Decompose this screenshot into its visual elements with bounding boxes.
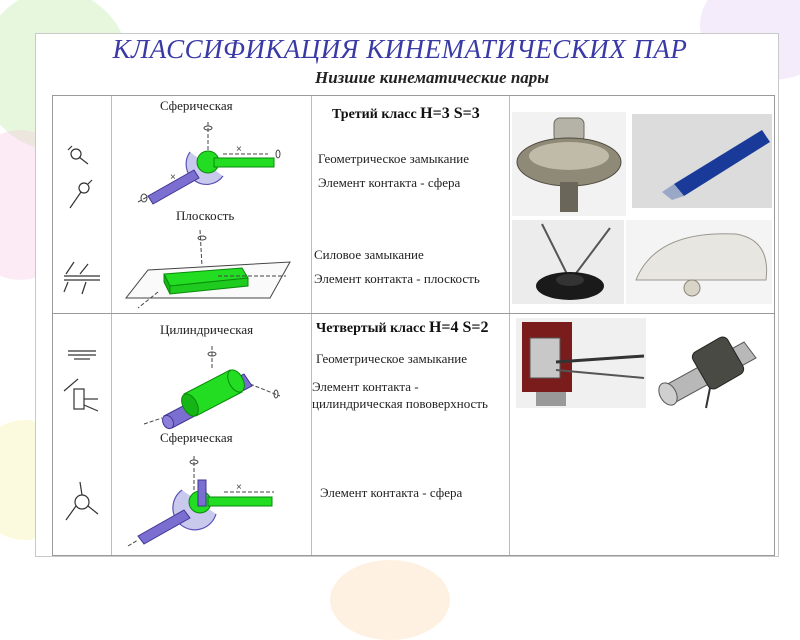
class-3-contact-plane: Элемент контакта - плоскость bbox=[314, 271, 480, 286]
class-3-heading bbox=[332, 105, 480, 123]
column-divider bbox=[509, 96, 510, 555]
svg-text:×: × bbox=[236, 482, 242, 493]
class-4-formula: H=4 S=2 bbox=[428, 319, 489, 336]
pair-name-cylindrical: Цилиндрическая bbox=[160, 322, 254, 337]
class-3-closure-geometric: Геометрическое замыкание bbox=[318, 151, 470, 166]
symbol-cylindrical-pair-icon bbox=[60, 345, 104, 420]
class-4-contact-cylinder-line1: Элемент контакта - bbox=[312, 379, 419, 394]
class-4-heading bbox=[316, 319, 489, 337]
symbol-spherical-pin-icon bbox=[62, 478, 102, 526]
svg-text:×: × bbox=[236, 144, 242, 155]
photo-ball-caster bbox=[512, 220, 624, 304]
photo-ballpoint-pen bbox=[632, 114, 772, 208]
class-3-closure-force: Силовое замыкание bbox=[314, 247, 424, 262]
row-divider bbox=[53, 313, 774, 314]
page-subtitle: Низшие кинематические пары bbox=[315, 68, 550, 87]
photo-ball-joint bbox=[512, 112, 626, 216]
class-3-label: Третий класс bbox=[332, 107, 417, 122]
svg-text:×: × bbox=[170, 172, 176, 183]
spherical-pin-diagram bbox=[124, 450, 284, 550]
pair-name-planar: Плоскость bbox=[176, 208, 235, 223]
background-blob-orange bbox=[330, 560, 450, 640]
page-title: КЛАССИФИКАЦИЯ КИНЕМАТИЧЕСКИХ ПАР bbox=[112, 34, 688, 64]
pair-name-spherical-2: Сферическая bbox=[160, 430, 233, 445]
photo-pin-mechanism bbox=[516, 318, 646, 408]
class-4-contact-cylinder-line2: цилиндрическая пововерхность bbox=[312, 396, 488, 411]
class-3-formula: H=3 S=3 bbox=[420, 105, 480, 122]
class-4-closure-geometric: Геометрическое замыкание bbox=[316, 351, 468, 366]
class-3-contact-sphere: Элемент контакта - сфера bbox=[318, 175, 461, 190]
photo-computer-mouse bbox=[626, 220, 772, 304]
cylindrical-pair-diagram bbox=[140, 340, 290, 430]
spherical-joint-diagram bbox=[128, 114, 298, 209]
photo-cylindrical-coupling bbox=[652, 318, 772, 410]
class-4-label: Четвертый класс bbox=[316, 321, 426, 336]
column-divider bbox=[311, 96, 312, 555]
planar-pair-diagram bbox=[118, 226, 298, 312]
symbol-spherical-joint-icon bbox=[62, 140, 98, 215]
class-4-contact-sphere: Элемент контакта - сфера bbox=[320, 485, 463, 500]
column-divider bbox=[111, 96, 112, 555]
symbol-planar-pair-icon bbox=[60, 258, 104, 298]
pair-name-spherical: Сферическая bbox=[160, 98, 233, 113]
